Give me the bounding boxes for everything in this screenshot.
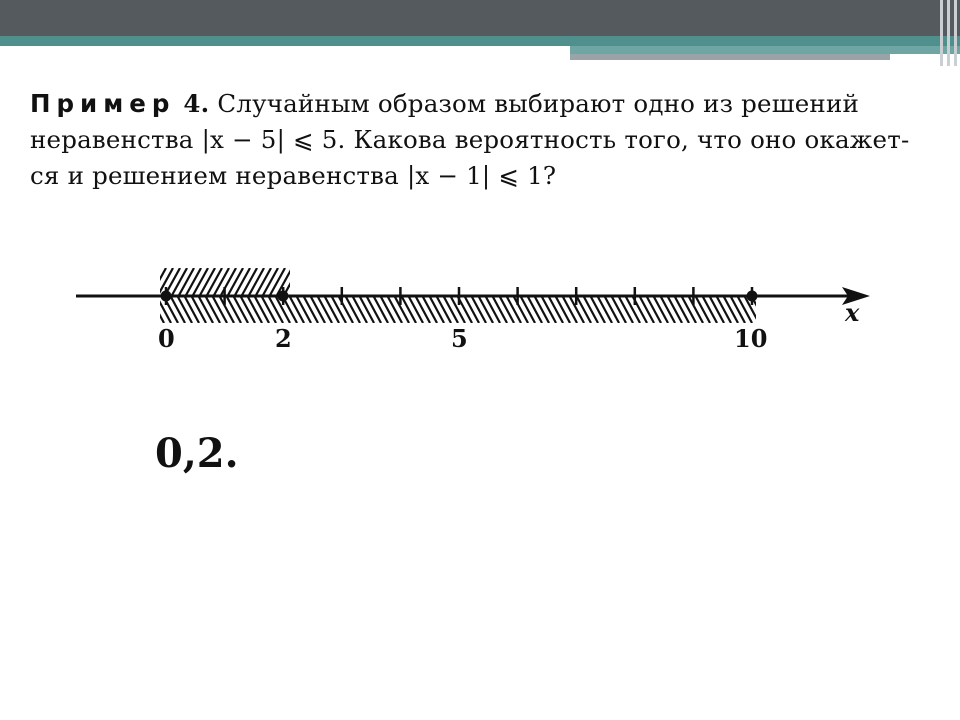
hatch-stroke bbox=[423, 297, 437, 323]
hatch-stroke bbox=[759, 297, 773, 323]
hatch-stroke bbox=[528, 297, 542, 323]
hatch-stroke bbox=[710, 297, 724, 323]
hatch-stroke bbox=[640, 297, 654, 323]
hatch-stroke bbox=[668, 297, 682, 323]
hatch-stroke bbox=[689, 297, 703, 323]
hatch-stroke bbox=[619, 297, 633, 323]
hatch-stroke bbox=[290, 268, 306, 297]
hatch-region-solution-2 bbox=[150, 268, 320, 297]
hatch-stroke bbox=[675, 297, 689, 323]
hatch-stroke bbox=[227, 268, 243, 297]
hatch-stroke bbox=[241, 268, 257, 297]
hatch-stroke bbox=[437, 297, 451, 323]
example-heading: Пример bbox=[30, 89, 176, 118]
hatch-stroke bbox=[199, 268, 215, 297]
hatch-stroke bbox=[591, 297, 605, 323]
hatch-stroke bbox=[248, 297, 262, 323]
problem-statement bbox=[30, 86, 935, 194]
hatch-stroke bbox=[213, 268, 229, 297]
slide-accent-line bbox=[570, 54, 890, 60]
hatch-stroke bbox=[766, 297, 780, 323]
hatch-stroke bbox=[416, 297, 430, 323]
hatch-stroke bbox=[661, 297, 675, 323]
hatch-stroke bbox=[178, 268, 194, 297]
hatch-stroke bbox=[402, 297, 416, 323]
hatch-stroke bbox=[304, 297, 318, 323]
hatch-stroke bbox=[150, 297, 164, 323]
hatch-stroke bbox=[395, 297, 409, 323]
hatch-stroke bbox=[430, 297, 444, 323]
hatch-stroke bbox=[542, 297, 556, 323]
hatch-stroke bbox=[409, 297, 423, 323]
hatch-stroke bbox=[731, 297, 745, 323]
hatch-stroke bbox=[220, 297, 234, 323]
hatch-stroke bbox=[472, 297, 486, 323]
hatch-stroke bbox=[206, 297, 220, 323]
hatch-stroke bbox=[185, 297, 199, 323]
hatch-stroke bbox=[598, 297, 612, 323]
hatch-stroke bbox=[374, 297, 388, 323]
hatch-stroke bbox=[178, 297, 192, 323]
hatch-stroke bbox=[262, 268, 278, 297]
hatch-stroke bbox=[171, 268, 187, 297]
hatch-stroke bbox=[171, 297, 185, 323]
hatch-stroke bbox=[241, 297, 255, 323]
hatch-stroke bbox=[577, 297, 591, 323]
problem-line-1 bbox=[30, 86, 935, 122]
hatch-stroke bbox=[535, 297, 549, 323]
hatch-stroke bbox=[367, 297, 381, 323]
hatch-stroke bbox=[444, 297, 458, 323]
hatch-stroke bbox=[332, 297, 346, 323]
axis-label-x: x bbox=[845, 298, 860, 327]
hatch-stroke bbox=[654, 297, 668, 323]
hatch-region-solution-1 bbox=[150, 297, 801, 323]
tick-label-0: 0 bbox=[158, 324, 175, 353]
slide-accent-band-secondary bbox=[570, 46, 960, 54]
problem-text-1: Случайным образом выбирают одно из решений bbox=[217, 89, 860, 118]
problem-line-2: неравенства |x − 5| ⩽ 5. Какова вероятность того, что оно окажет- bbox=[30, 125, 910, 154]
example-number: 4. bbox=[183, 89, 210, 118]
slide-corner-decoration bbox=[938, 0, 960, 66]
hatch-stroke bbox=[290, 297, 304, 323]
hatch-stroke bbox=[717, 297, 731, 323]
hatch-stroke bbox=[507, 297, 521, 323]
hatch-stroke bbox=[605, 297, 619, 323]
hatch-stroke bbox=[234, 297, 248, 323]
hatch-stroke bbox=[626, 297, 640, 323]
hatch-stroke bbox=[647, 297, 661, 323]
hatch-stroke bbox=[696, 297, 710, 323]
hatch-stroke bbox=[192, 268, 208, 297]
point-2 bbox=[278, 291, 289, 302]
point-0 bbox=[161, 291, 172, 302]
hatch-stroke bbox=[563, 297, 577, 323]
hatch-stroke bbox=[780, 297, 794, 323]
problem-line-3: ся и решением неравенства |x − 1| ⩽ 1? bbox=[30, 161, 557, 190]
hatch-stroke bbox=[192, 297, 206, 323]
hatch-stroke bbox=[234, 268, 250, 297]
hatch-stroke bbox=[724, 297, 738, 323]
hatch-stroke bbox=[255, 297, 269, 323]
number-line-diagram bbox=[0, 230, 960, 370]
hatch-stroke bbox=[311, 297, 325, 323]
hatch-stroke bbox=[248, 268, 264, 297]
slide-header-bar bbox=[0, 0, 960, 36]
hatch-stroke bbox=[493, 297, 507, 323]
hatch-stroke bbox=[297, 297, 311, 323]
hatch-stroke bbox=[549, 297, 563, 323]
hatch-stroke bbox=[556, 297, 570, 323]
tick-label-5: 5 bbox=[451, 324, 468, 353]
hatch-stroke bbox=[360, 297, 374, 323]
hatch-stroke bbox=[227, 297, 241, 323]
tick-label-2: 2 bbox=[275, 324, 292, 353]
hatch-stroke bbox=[185, 268, 201, 297]
hatch-stroke bbox=[325, 297, 339, 323]
hatch-stroke bbox=[514, 297, 528, 323]
hatch-stroke bbox=[381, 297, 395, 323]
hatch-stroke bbox=[787, 297, 801, 323]
hatch-stroke bbox=[703, 297, 717, 323]
hatch-stroke bbox=[346, 297, 360, 323]
hatch-stroke bbox=[220, 268, 236, 297]
hatch-stroke bbox=[486, 297, 500, 323]
point-10 bbox=[747, 291, 758, 302]
hatch-stroke bbox=[521, 297, 535, 323]
hatch-stroke bbox=[255, 268, 271, 297]
hatch-stroke bbox=[353, 297, 367, 323]
hatch-stroke bbox=[206, 268, 222, 297]
hatch-stroke bbox=[773, 297, 787, 323]
hatch-stroke bbox=[262, 297, 276, 323]
slide-accent-band bbox=[0, 36, 960, 46]
hatch-stroke bbox=[479, 297, 493, 323]
hatch-stroke bbox=[297, 268, 313, 297]
hatch-stroke bbox=[304, 268, 320, 297]
hatch-stroke bbox=[612, 297, 626, 323]
hatch-stroke bbox=[584, 297, 598, 323]
hatch-stroke bbox=[465, 297, 479, 323]
hatch-stroke bbox=[500, 297, 514, 323]
answer-value: 0,2. bbox=[155, 430, 239, 477]
tick-label-10: 10 bbox=[734, 324, 768, 353]
hatch-stroke bbox=[318, 297, 332, 323]
hatch-stroke bbox=[199, 297, 213, 323]
